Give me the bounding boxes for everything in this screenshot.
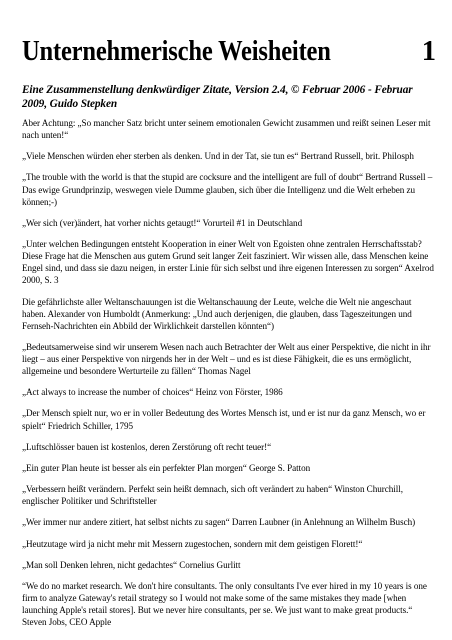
quote-paragraph: „Verbessern heißt verändern. Perfekt sein heißt demnach, sich oft verändert zu haben“ Winston Churchill, englischer Politiker und Schriftsteller: [22, 484, 403, 507]
page-title: Unternehmerische Weisheiten: [22, 36, 331, 67]
quote-paragraph: „Wer immer nur andere zitiert, hat selbst nichts zu sagen“ Darren Laubner (in Anlehnung an Wilhelm Busch): [22, 517, 416, 528]
quote-paragraph: „Viele Menschen würden eher sterben als denken. Und in der Tat, sie tun es“ Bertrand Russell, brit. Philosph: [22, 151, 414, 162]
title-row: [22, 34, 436, 74]
quote-paragraph: Die gefährlichste aller Weltanschauungen ist die Weltanschauung der Leute, welche die Welt nie angeschaut haben. Alexander von Humboldt (Anmerkung: „Und auch derjenigen, die glauben, dass Tageszeitungen und Fernseh-Nachrichten ein Abbild der Wirklichkeit darstellen könnten“): [22, 296, 412, 331]
quote-paragraph: “We do no market research. We don't hire consultants. The only consultants I've ever hired in my 10 years is one firm to analyze Gateway's retail strategy so I would not make some of the same mistakes they made [when launching Apple's retail stores]. But we never hire consultants, per se. We just want to make great products.“ Steven Jobs, CEO Apple: [22, 580, 427, 628]
quote-paragraph: „Wer sich (ver)ändert, hat vorher nichts getaugt!“ Vorurteil #1 in Deutschland: [22, 217, 303, 228]
quote-paragraph: Aber Achtung: „So mancher Satz bricht unter seinem emotionalen Gewicht zusammen und reißt seinen Leser mit nach unten!“: [22, 118, 431, 141]
quote-list: [22, 117, 436, 637]
quote-paragraph: „Unter welchen Bedingungen entsteht Kooperation in einer Welt von Egoisten ohne zentralen Herrschaftsstab? Diese Frage hat die Menschen aus gutem Grund seit langer Zeit fasziniert. Wir wissen alle, dass Menschen keine Engel sind, und dass sie dazu neigen, in erster Linie für sich selbst und ihre eigenen Interessen zu sorgen“ Axelrod 2000, S. 3: [22, 239, 434, 286]
document-subtitle: Eine Zusammenstellung denkwürdiger Zitate, Version 2.4, © Februar 2006 - Februar 2009, Guido Stepken: [22, 84, 413, 110]
quote-paragraph: „Act always to increase the number of choices“ Heinz von Förster, 1986: [22, 387, 283, 398]
quote-paragraph: „Heutzutage wird ja nicht mehr mit Messern zugestochen, sondern mit dem geistigen Florett!“: [22, 538, 363, 549]
quote-paragraph: „The trouble with the world is that the stupid are cocksure and the intelligent are full of doubt“ Bertrand Russell – Das ewige Grundprinzip, weswegen viele Dumme glauben, sich über die Intelligenz und die Welt erheben zu können;-): [22, 172, 433, 207]
quote-paragraph: „Der Mensch spielt nur, wo er in voller Bedeutung des Wortes Mensch ist, und er ist nur da ganz Mensch, wo er spielt“ Friedrich Schiller, 1795: [22, 408, 426, 431]
quote-paragraph: „Luftschlösser bauen ist kostenlos, deren Zerstörung oft recht teuer!“: [22, 441, 272, 452]
quote-paragraph: „Man soll Denken lehren, nicht gedachtes“ Cornelius Gurlitt: [22, 559, 241, 570]
page-number: 1: [421, 36, 436, 67]
quote-paragraph: „Bedeutsamerweise sind wir unserem Wesen nach auch Betrachter der Welt aus einer Perspektive, die nicht in ihr liegt – aus einer Perspektive von nirgends her in der Welt – und es ist diese Fähigkeit, die es uns ermöglicht, allgemeine und besondere Werturteile zu fällen“ Thomas Nagel: [22, 341, 431, 377]
quote-paragraph: „Ein guter Plan heute ist besser als ein perfekter Plan morgen“ George S. Patton: [22, 462, 311, 473]
